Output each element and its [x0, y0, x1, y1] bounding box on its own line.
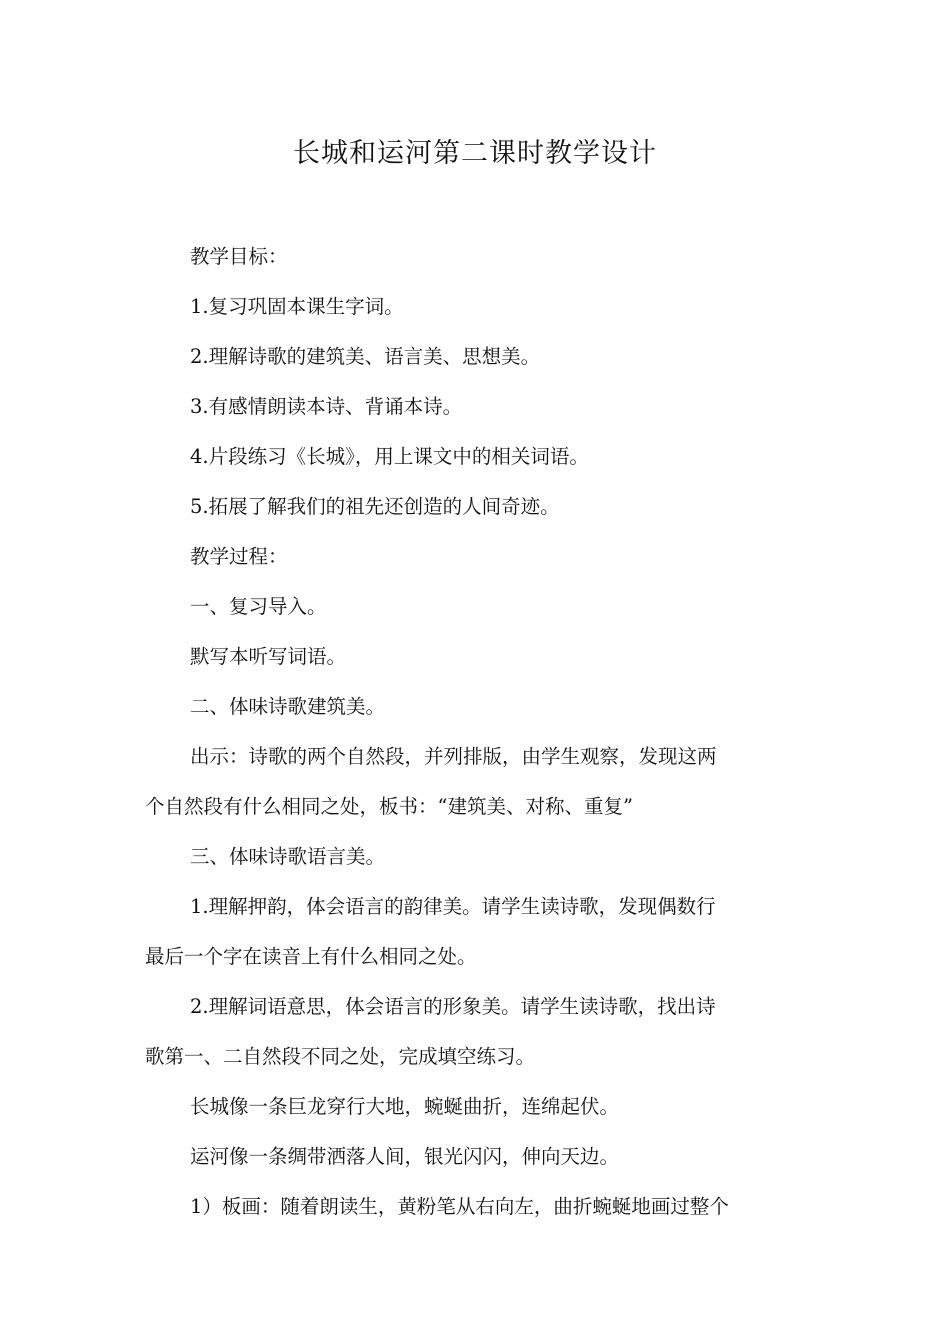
paragraph — [145, 382, 810, 432]
paragraph — [145, 682, 810, 732]
paragraph-line: 运河像一条绸带洒落人间，银光闪闪，伸向天边。 — [190, 1145, 620, 1168]
paragraph-line: 1）板画：随着朗读生，黄粉笔从右向左，曲折蜿蜒地画过整个 — [190, 1195, 729, 1218]
paragraph — [145, 982, 810, 1082]
paragraph-line: 最后一个字在读音上有什么相同之处。 — [145, 945, 477, 968]
document-body — [145, 232, 810, 1232]
paragraph — [145, 832, 810, 882]
paragraph — [145, 1132, 810, 1182]
paragraph-line: 2.理解诗歌的建筑美、语言美、思想美。 — [190, 345, 541, 368]
paragraph — [145, 882, 810, 982]
paragraph-line: 出示：诗歌的两个自然段，并列排版，由学生观察，发现这两 — [190, 745, 717, 768]
paragraph — [145, 1082, 810, 1132]
paragraph-line: 长城像一条巨龙穿行大地，蜿蜒曲折，连绵起伏。 — [190, 1095, 620, 1118]
paragraph-line: 二、体味诗歌建筑美。 — [190, 695, 386, 718]
paragraph-line: 教学目标： — [190, 245, 288, 268]
paragraph — [145, 1182, 810, 1232]
paragraph-line: 三、体味诗歌语言美。 — [190, 845, 386, 868]
paragraph-line: 个自然段有什么相同之处，板书：“建筑美、对称、重复” — [145, 795, 633, 818]
paragraph — [145, 582, 810, 632]
paragraph-line: 4.片段练习《长城》，用上课文中的相关词语。 — [190, 445, 589, 468]
paragraph-line: 3.有感情朗读本诗、背诵本诗。 — [190, 395, 463, 418]
paragraph — [145, 432, 810, 482]
paragraph-line: 1.理解押韵，体会语言的韵律美。请学生读诗歌，发现偶数行 — [190, 895, 716, 918]
paragraph-line: 5.拓展了解我们的祖先还创造的人间奇迹。 — [190, 495, 560, 518]
document-title: 长城和运河第二课时教学设计 — [293, 138, 657, 169]
paragraph — [145, 482, 810, 532]
paragraph-line: 教学过程： — [190, 545, 288, 568]
paragraph — [145, 532, 810, 582]
paragraph — [145, 232, 810, 282]
paragraph-line: 一、复习导入。 — [190, 595, 327, 618]
paragraph-line: 歌第一、二自然段不同之处，完成填空练习。 — [145, 1045, 536, 1068]
paragraph-line: 1.复习巩固本课生字词。 — [190, 295, 404, 318]
paragraph-line: 默写本听写词语。 — [190, 645, 347, 668]
paragraph — [145, 282, 810, 332]
paragraph — [145, 332, 810, 382]
paragraph — [145, 732, 810, 832]
paragraph — [145, 632, 810, 682]
paragraph-line: 2.理解词语意思，体会语言的形象美。请学生读诗歌，找出诗 — [190, 995, 716, 1018]
